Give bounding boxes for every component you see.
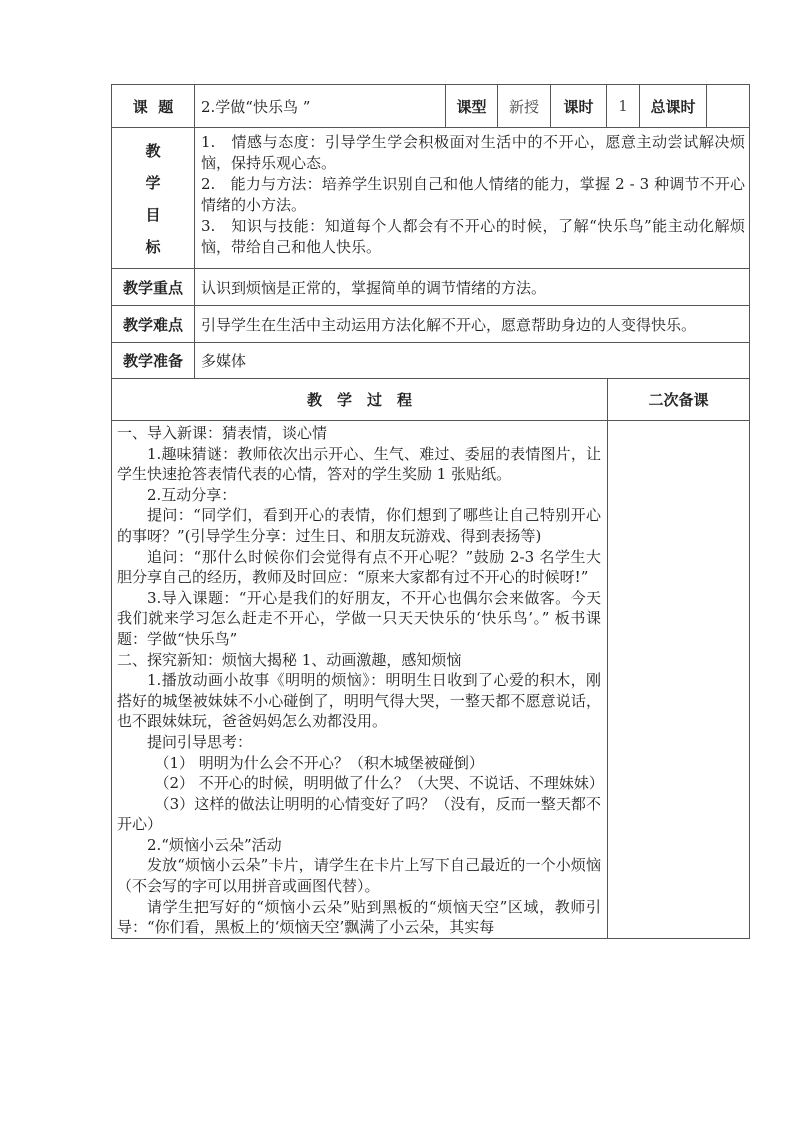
process-paragraph: 2.互动分享： (147, 485, 237, 504)
objectives-content (195, 128, 749, 268)
process-paragraph: （2） 不开心的时候，明明做了什么？（大哭、不说话、不理妹妹） (154, 774, 604, 793)
period-value: 1 (607, 85, 640, 127)
notes-column (608, 421, 749, 938)
process-paragraph: 追问：“那什么时候你们会觉得有点不开心呢？”鼓励 2-3 名学生大胆分享自己的经历，教师及时回应：“原来大家都有过不开心的时候呀!” (117, 547, 601, 587)
process-content (112, 421, 608, 938)
objectives-label (112, 128, 195, 268)
process-paragraph: 发放“烦恼小云朵”卡片，请学生在卡片上写下自己最近的一个小烦恼（不会写的字可以用拼音或画图代替）。 (117, 856, 601, 896)
process-header-row (112, 379, 749, 421)
objectives-label-char: 标 (145, 237, 161, 256)
difficulties-row (112, 306, 749, 343)
process-paragraph: 提问引导思考： (147, 732, 253, 751)
header-row (112, 85, 749, 128)
process-paragraph: 请学生把写好的“烦恼小云朵”贴到黑板的“烦恼天空”区域，教师引导：“你们看，黑板上的‘烦恼天空’飘满了小云朵，其实每 (117, 897, 601, 937)
watermark: bzxz.net (390, 975, 712, 1049)
type-value: 新授 (498, 85, 551, 127)
objectives-label-char: 学 (145, 173, 161, 192)
preparation-label: 教学准备 (112, 343, 195, 378)
process-paragraph: 1.趣味猜谜：教师依次出示开心、生气、难过、委屈的表情图片，让学生快速抢答表情代表的心情，答对的学生奖励 1 张贴纸。 (117, 444, 601, 484)
topic-value: 2.学做“快乐鸟 ” (195, 85, 446, 127)
preparation-value: 多媒体 (201, 352, 247, 370)
difficulties-value: 引导学生在生活中主动运用方法化解不开心，愿意帮助身边的人变得快乐。 (201, 315, 697, 334)
lesson-plan-table (111, 84, 750, 939)
process-body-row (112, 421, 749, 938)
objective-item: 3. 知识与技能：知道每个人都会有不开心的时候，了解“快乐鸟”能主动化解烦恼，带给自己和他人快乐。 (201, 217, 745, 256)
process-paragraph: 3.导入课题：“开心是我们的好朋友，不开心也偶尔会来做客。今天我们就来学习怎么赶走不开心，学做一只天天快乐的‘快乐鸟’。” 板书课题：学做“快乐鸟” (117, 588, 601, 648)
period-label: 课时 (551, 85, 607, 127)
total-value (707, 85, 749, 127)
process-paragraph: （3）这样的做法让明明的心情变好了吗？（没有，反而一整天都不开心） (117, 794, 601, 834)
notes-title: 二次备课 (648, 391, 709, 409)
process-paragraph: （1） 明明为什么会不开心？（积木城堡被碰倒） (154, 753, 484, 772)
process-paragraph: 提问：“同学们，看到开心的表情，你们想到了哪些让自己特别开心的事呀？”(引导学生分享：过生日、和朋友玩游戏、得到表扬等) (117, 506, 601, 545)
type-label: 课型 (446, 85, 498, 127)
difficulties-label: 教学难点 (112, 306, 195, 342)
process-paragraph: 二、探究新知：烦恼大揭秘 1、动画激趣，感知烦恼 (117, 650, 462, 669)
process-title: 教 学 过 程 (112, 379, 608, 420)
process-paragraph: 1.播放动画小故事《明明的烦恼》：明明生日收到了心爱的积木，刚搭好的城堡被妹妹不小心碰倒了，明明气得大哭，一整天都不愿意说话，也不跟妹妹玩，爸爸妈妈怎么劝都没用。 (117, 671, 601, 731)
objective-item: 2. 能力与方法：培养学生识别自己和他人情绪的能力，掌握 2 - 3 种调节不开心情绪的小方法。 (201, 175, 745, 214)
objectives-label-char: 教 (145, 141, 161, 160)
process-paragraph: 2.“烦恼小云朵”活动 (147, 835, 282, 854)
objectives-row (112, 128, 749, 269)
objective-item: 1. 情感与态度：引导学生学会积极面对生活中的不开心，愿意主动尝试解决烦恼，保持乐观心态。 (201, 133, 745, 172)
total-label: 总课时 (640, 85, 707, 127)
process-paragraph: 一、导入新课：猜表情，谈心情 (117, 424, 328, 442)
key-points-row (112, 269, 749, 306)
objectives-label-char: 目 (145, 205, 161, 224)
topic-label: 课 题 (112, 85, 195, 127)
preparation-row (112, 343, 749, 379)
key-points-value: 认识到烦恼是正常的，掌握简单的调节情绪的方法。 (201, 278, 547, 297)
key-points-label: 教学重点 (112, 269, 195, 305)
